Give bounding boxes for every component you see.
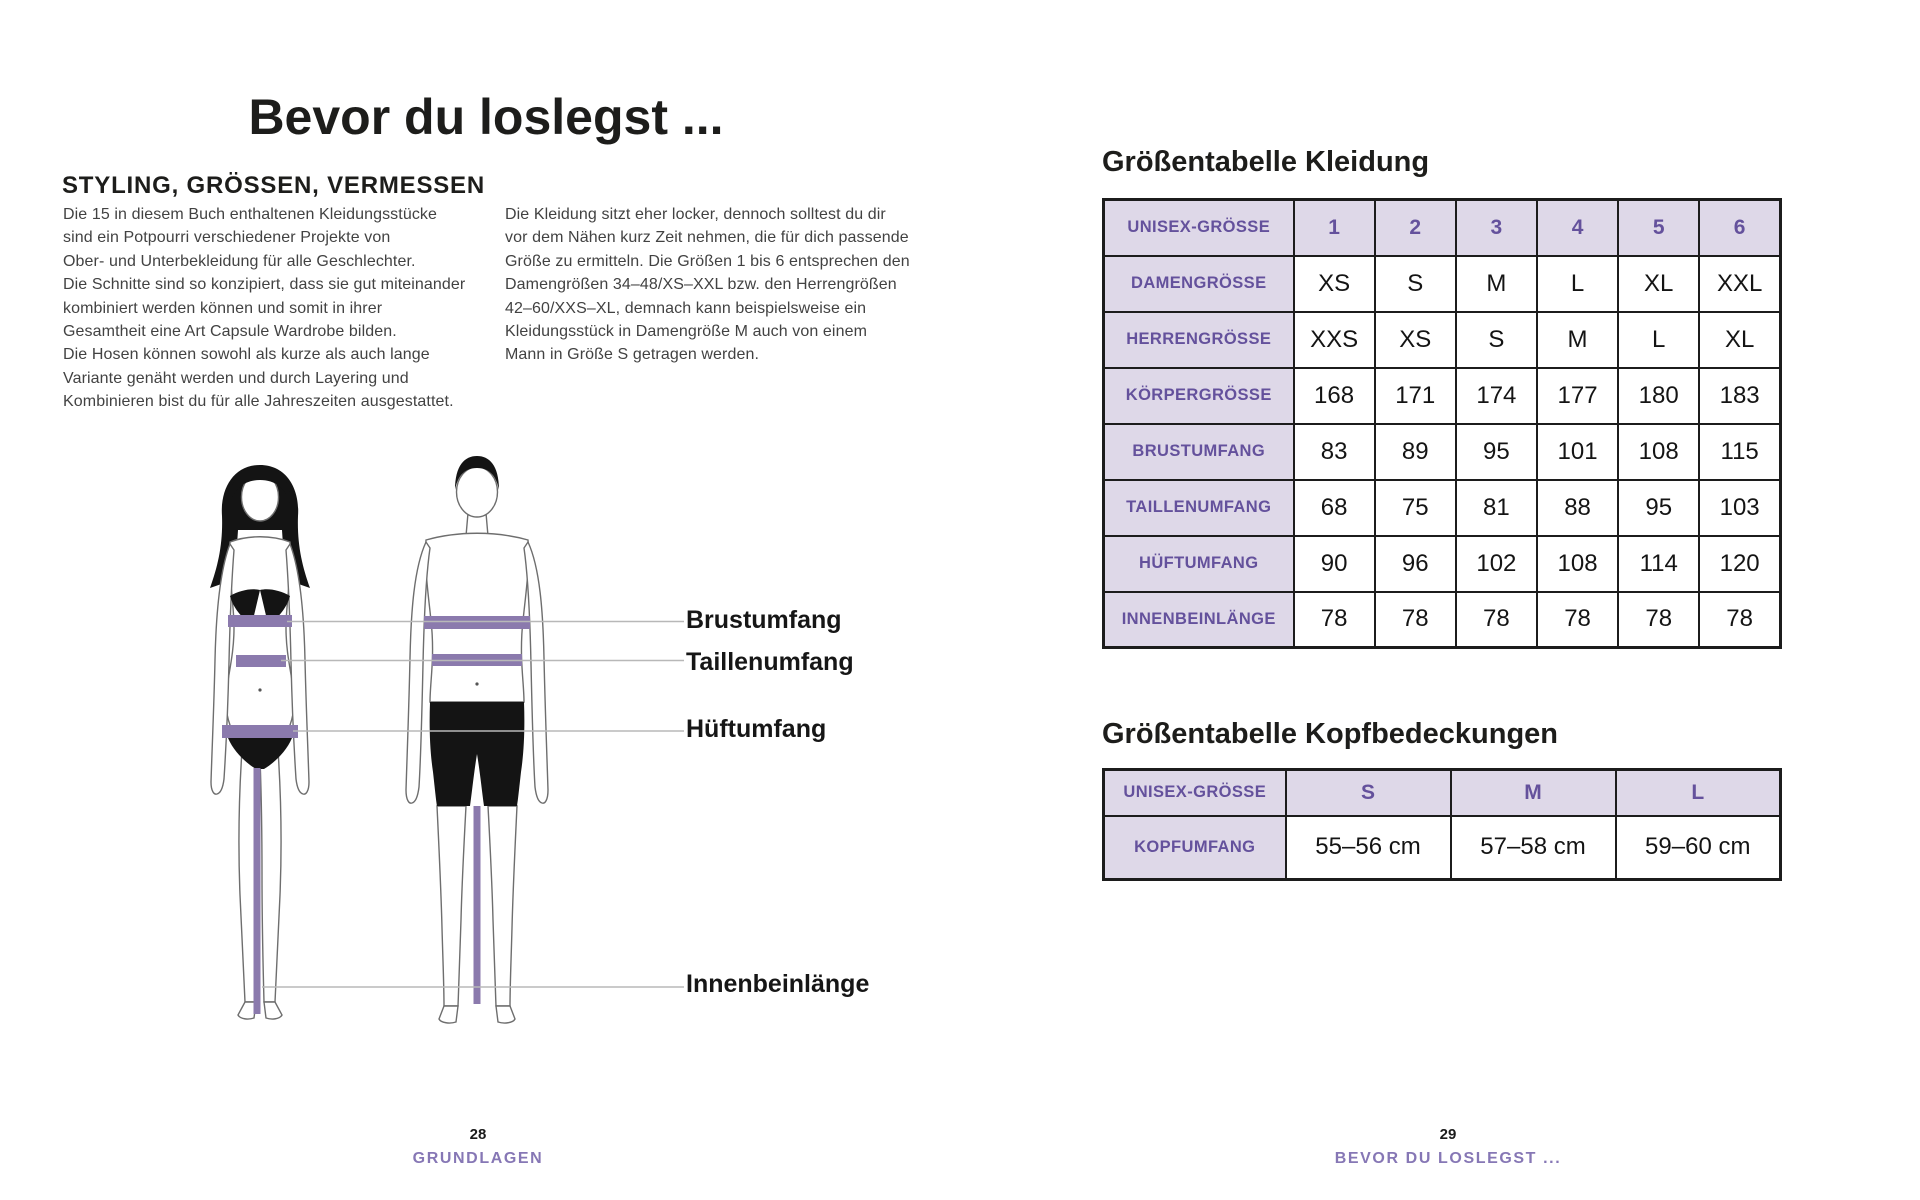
cell-value: 108 xyxy=(1537,536,1618,592)
paragraph-line: vor dem Nähen kurz Zeit nehmen, die für dich passende xyxy=(505,229,909,247)
header-col-value: L xyxy=(1616,770,1781,816)
female-navel xyxy=(258,688,261,691)
cell-value: 177 xyxy=(1537,368,1618,424)
header-col-value: 6 xyxy=(1699,200,1780,256)
table-row xyxy=(1104,536,1781,592)
female-right-foot xyxy=(264,1002,282,1019)
cell-value: 171 xyxy=(1375,368,1456,424)
header-col-value: M xyxy=(1451,770,1616,816)
row-label: HERRENGRÖSSE xyxy=(1104,312,1294,368)
header-col-value: 3 xyxy=(1456,200,1537,256)
header-row-label: UNISEX-GRÖSSE xyxy=(1104,200,1294,256)
table-row xyxy=(1104,816,1781,880)
male-left-arm xyxy=(406,542,430,803)
table-row xyxy=(1104,312,1781,368)
cell-value: 78 xyxy=(1537,592,1618,648)
cell-value: 174 xyxy=(1456,368,1537,424)
cell-value: 114 xyxy=(1618,536,1699,592)
male-figure xyxy=(406,456,548,1023)
cell-value: 78 xyxy=(1456,592,1537,648)
header-row-label: UNISEX-GRÖSSE xyxy=(1104,770,1286,816)
cell-value: 90 xyxy=(1294,536,1375,592)
paragraph-line: Damengrößen 34–48/XS–XXL bzw. den Herrengrößen xyxy=(505,276,897,294)
table-row xyxy=(1104,480,1781,536)
table-header-row xyxy=(1104,770,1781,816)
cell-value: M xyxy=(1456,256,1537,312)
cell-value: 95 xyxy=(1456,424,1537,480)
cell-value: 180 xyxy=(1618,368,1699,424)
cell-value: 68 xyxy=(1294,480,1375,536)
table-row xyxy=(1104,256,1781,312)
male-right-arm xyxy=(524,542,548,803)
male-right-leg xyxy=(488,806,517,1006)
female-figure xyxy=(210,465,310,1019)
cell-value: 78 xyxy=(1375,592,1456,648)
male-navel xyxy=(475,682,478,685)
right-page-footer xyxy=(1328,1126,1568,1168)
male-left-foot xyxy=(439,1006,458,1023)
cell-value: 59–60 cm xyxy=(1616,816,1781,880)
paragraph-line: Die Schnitte sind so konzipiert, dass sie gut miteinander xyxy=(63,276,466,294)
paragraph-line: 42–60/XXS–XL, demnach kann beispielsweise ein xyxy=(505,299,867,317)
cell-value: XS xyxy=(1294,256,1375,312)
cell-value: 78 xyxy=(1618,592,1699,648)
cell-value: 103 xyxy=(1699,480,1780,536)
row-label: DAMENGRÖSSE xyxy=(1104,256,1294,312)
intro-paragraph-left xyxy=(63,203,465,414)
paragraph-line: Variante genäht werden und durch Layering und xyxy=(63,369,409,387)
row-label: KOPFUMFANG xyxy=(1104,816,1286,880)
female-chest-band xyxy=(228,615,292,627)
cell-value: 88 xyxy=(1537,480,1618,536)
measurement-figures-illustration xyxy=(150,450,700,1060)
cell-value: 96 xyxy=(1375,536,1456,592)
clothing-table-title: Größentabelle Kleidung xyxy=(1102,146,1430,178)
table-row xyxy=(1104,424,1781,480)
cell-value: 89 xyxy=(1375,424,1456,480)
female-torso xyxy=(226,537,295,750)
table-header-row xyxy=(1104,200,1781,256)
cell-value: 120 xyxy=(1699,536,1780,592)
cell-value: 75 xyxy=(1375,480,1456,536)
measurement-label: Brustumfang xyxy=(686,606,842,634)
male-inseam-band xyxy=(474,806,481,1004)
header-col-value: 5 xyxy=(1618,200,1699,256)
male-chest-band xyxy=(424,616,530,629)
clothing-size-table xyxy=(1102,198,1782,649)
male-right-foot xyxy=(496,1006,515,1023)
female-right-leg xyxy=(260,750,281,1002)
female-bikini xyxy=(228,738,292,769)
page-number: 29 xyxy=(1439,1126,1457,1143)
cell-value: XXL xyxy=(1699,256,1780,312)
paragraph-line: Mann in Größe S getragen werden. xyxy=(505,346,760,364)
cell-value: 102 xyxy=(1456,536,1537,592)
headwear-size-table xyxy=(1102,768,1782,881)
female-inseam-band xyxy=(254,768,261,1014)
cell-value: XL xyxy=(1618,256,1699,312)
row-label: KÖRPERGRÖSSE xyxy=(1104,368,1294,424)
chapter-label: GRUNDLAGEN xyxy=(412,1150,544,1167)
paragraph-line: Kombinieren bist du für alle Jahreszeiten ausgestattet. xyxy=(63,393,454,411)
cell-value: 115 xyxy=(1699,424,1780,480)
cell-value: XXS xyxy=(1294,312,1375,368)
section-heading: STYLING, GRÖSSEN, VERMESSEN xyxy=(62,172,486,199)
cell-value: S xyxy=(1375,256,1456,312)
cell-value: 101 xyxy=(1537,424,1618,480)
paragraph-line: kombiniert werden können und somit in ihrer xyxy=(63,299,383,317)
cell-value: 55–56 cm xyxy=(1286,816,1451,880)
header-col-value: 4 xyxy=(1537,200,1618,256)
table-row xyxy=(1104,592,1781,648)
cell-value: L xyxy=(1618,312,1699,368)
row-label: TAILLENUMFANG xyxy=(1104,480,1294,536)
cell-value: 108 xyxy=(1618,424,1699,480)
cell-value: XL xyxy=(1699,312,1780,368)
measurement-label: Taillenumfang xyxy=(686,648,854,676)
cell-value: M xyxy=(1537,312,1618,368)
cell-value: 83 xyxy=(1294,424,1375,480)
cell-value: 57–58 cm xyxy=(1451,816,1616,880)
header-col-value: 1 xyxy=(1294,200,1375,256)
row-label: INNENBEINLÄNGE xyxy=(1104,592,1294,648)
headwear-table-title: Größentabelle Kopfbedeckungen xyxy=(1102,718,1558,750)
cell-value: XS xyxy=(1375,312,1456,368)
cell-value: L xyxy=(1537,256,1618,312)
measurement-label: Innenbeinlänge xyxy=(686,970,870,998)
cell-value: 183 xyxy=(1699,368,1780,424)
cell-value: 81 xyxy=(1456,480,1537,536)
paragraph-line: Kleidungsstück in Damengröße M auch von einem xyxy=(505,323,868,341)
male-left-leg xyxy=(437,806,466,1006)
cell-value: 168 xyxy=(1294,368,1375,424)
row-label: HÜFTUMFANG xyxy=(1104,536,1294,592)
male-head xyxy=(457,467,498,517)
table-row xyxy=(1104,368,1781,424)
cell-value: 78 xyxy=(1294,592,1375,648)
left-page-footer xyxy=(358,1126,598,1168)
page-title: Bevor du loslegst ... xyxy=(248,89,724,145)
cell-value: 95 xyxy=(1618,480,1699,536)
cell-value: 78 xyxy=(1699,592,1780,648)
page-number: 28 xyxy=(469,1126,487,1143)
paragraph-line: Die 15 in diesem Buch enthaltenen Kleidungsstücke xyxy=(63,206,438,223)
header-col-value: S xyxy=(1286,770,1451,816)
measurement-label: Hüftumfang xyxy=(686,715,827,743)
paragraph-line: Die Hosen können sowohl als kurze als auch lange xyxy=(63,346,430,364)
cell-value: S xyxy=(1456,312,1537,368)
paragraph-line: Die Kleidung sitzt eher locker, dennoch solltest du dir xyxy=(505,206,886,223)
paragraph-line: Gesamtheit eine Art Capsule Wardrobe bilden. xyxy=(63,323,397,341)
paragraph-line: Größe zu ermitteln. Die Größen 1 bis 6 entsprechen den xyxy=(505,252,910,270)
female-waist-band xyxy=(236,655,286,667)
chapter-label: BEVOR DU LOSLEGST ... xyxy=(1334,1150,1562,1167)
paragraph-line: Ober- und Unterbekleidung für alle Geschlechter. xyxy=(63,252,416,270)
female-left-foot xyxy=(238,1002,256,1019)
intro-paragraph-right xyxy=(505,203,910,367)
male-shorts xyxy=(430,702,525,806)
row-label: BRUSTUMFANG xyxy=(1104,424,1294,480)
female-hip-band xyxy=(222,725,298,738)
paragraph-line: sind ein Potpourri verschiedener Projekte von xyxy=(63,229,391,247)
header-col-value: 2 xyxy=(1375,200,1456,256)
